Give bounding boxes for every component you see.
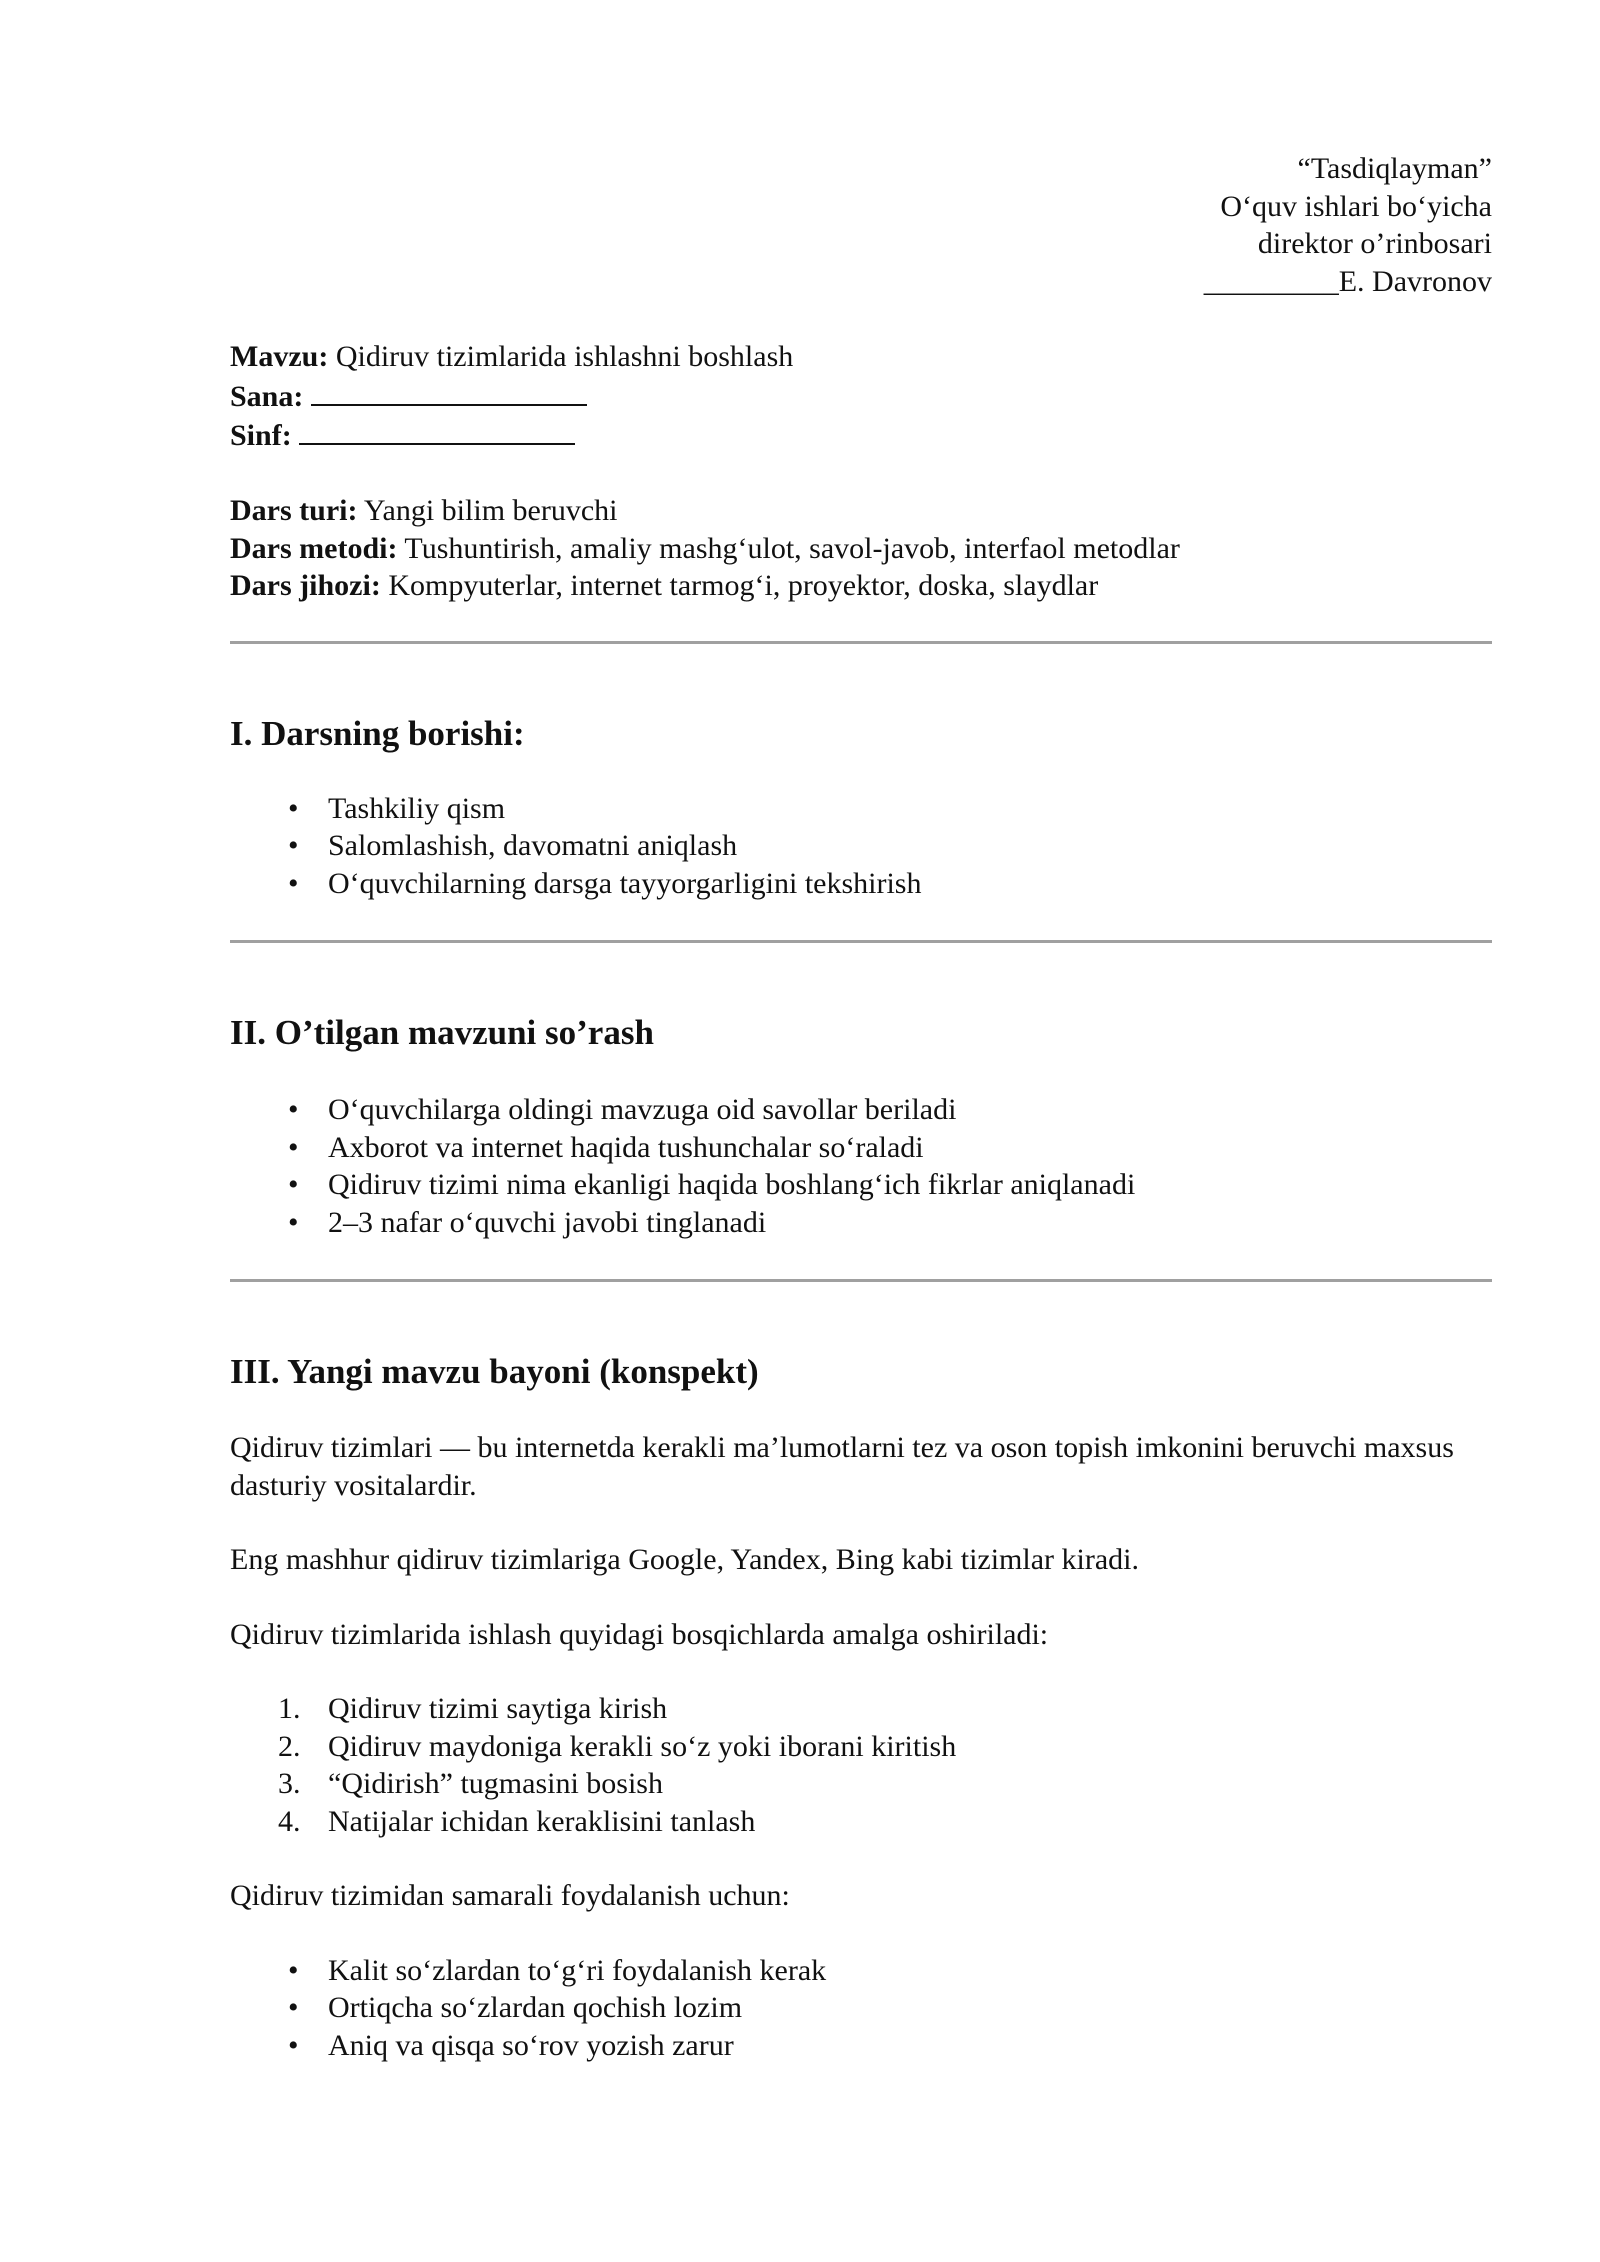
section1-heading: I. Darsning borishi: — [230, 713, 525, 753]
document-page — [230, 150, 1492, 2064]
section1-list — [230, 790, 1492, 903]
mavzu-value: Qidiruv tizimlarida ishlashni boshlash — [328, 340, 794, 373]
list-item: • Qidiruv tizimi nima ekanligi haqida boshlang‘ich fikrlar aniqlanadi — [230, 1166, 1492, 1204]
approver-name: E. Davronov — [1338, 264, 1492, 298]
divider-2 — [230, 940, 1492, 943]
sana-label: Sana: — [230, 379, 304, 413]
section3-paragraph-4: Qidiruv tizimidan samarali foydalanish uchun: — [230, 1879, 790, 1912]
divider-1 — [230, 641, 1492, 644]
dars-jihozi-label: Dars jihozi: — [230, 569, 381, 602]
lesson-meta — [230, 338, 1492, 605]
list-item: • Kalit so‘zlardan to‘g‘ri foydalanish kerak — [230, 1952, 1492, 1990]
bullet-icon: • — [288, 2028, 299, 2062]
bullet-icon: • — [288, 1953, 299, 1987]
bullet-icon: • — [288, 1205, 299, 1239]
tips-list — [230, 1952, 1492, 2065]
signature-blank: _________ — [1203, 264, 1339, 298]
sinf-blank — [299, 415, 575, 445]
dars-turi-row — [230, 492, 1492, 530]
mavzu-label: Mavzu: — [230, 340, 329, 373]
sana-row — [230, 376, 1492, 416]
approval-title: “Tasdiqlayman” — [1297, 152, 1492, 185]
step-number: 1. — [278, 1692, 301, 1725]
section3-paragraph-3: Qidiruv tizimlarida ishlash quyidagi bosqichlarda amalga oshiriladi: — [230, 1617, 1049, 1651]
list-item: • Aniq va qisqa so‘rov yozish zarur — [230, 2027, 1492, 2065]
bullet-icon: • — [288, 1991, 299, 2024]
approval-role-line2: direktor o’rinbosari — [1257, 227, 1492, 260]
step-number: 2. — [278, 1729, 301, 1763]
step-number: 4. — [278, 1804, 301, 1838]
dars-metodi-label: Dars metodi: — [230, 531, 398, 565]
list-item: 3. “Qidirish” tugmasini bosish — [230, 1765, 1492, 1803]
step-number: 3. — [278, 1767, 301, 1800]
bullet-icon: • — [288, 1130, 299, 1164]
bullet-icon: • — [288, 829, 299, 862]
list-item: • O‘quvchilarning darsga tayyorgarligini tekshirish — [230, 865, 1492, 903]
list-item: • Ortiqcha so‘zlardan qochish lozim — [230, 1989, 1492, 2027]
steps-list — [230, 1690, 1492, 1840]
section3-paragraph-2: Eng mashhur qidiruv tizimlariga Google, Yandex, Bing kabi tizimlar kiradi. — [230, 1543, 1140, 1576]
bullet-icon: • — [288, 1093, 299, 1126]
dars-jihozi-value: Kompyuterlar, internet tarmog‘i, proyektor, doska, slaydlar — [380, 569, 1099, 602]
section2-heading: II. O’tilgan mavzuni so’rash — [230, 1013, 654, 1052]
list-item: • Axborot va internet haqida tushunchalar so‘raladi — [230, 1129, 1492, 1167]
list-item: • Tashkiliy qism — [230, 790, 1492, 828]
sinf-label: Sinf: — [230, 419, 292, 452]
bullet-icon: • — [288, 791, 299, 825]
divider-3 — [230, 1279, 1492, 1282]
section2-list — [230, 1091, 1492, 1241]
approval-role-line1: O‘quv ishlari bo‘yicha — [1220, 189, 1492, 223]
section3-heading: III. Yangi mavzu bayoni (konspekt) — [230, 1352, 759, 1391]
dars-turi-label: Dars turi: — [230, 494, 358, 527]
list-item: 4. Natijalar ichidan keraklisini tanlash — [230, 1803, 1492, 1841]
list-item: • 2–3 nafar o‘quvchi javobi tinglanadi — [230, 1204, 1492, 1242]
dars-jihozi-row — [230, 567, 1492, 605]
bullet-icon: • — [288, 1168, 299, 1201]
sana-blank — [311, 376, 587, 406]
bullet-icon: • — [288, 866, 299, 900]
dars-turi-value: Yangi bilim beruvchi — [357, 494, 618, 527]
sinf-row — [230, 415, 1492, 455]
list-item: 1. Qidiruv tizimi saytiga kirish — [230, 1690, 1492, 1728]
dars-metodi-value: Tushuntirish, amaliy mashg‘ulot, savol-javob, interfaol metodlar — [397, 531, 1180, 565]
approval-signature-line — [230, 263, 1492, 301]
approval-block — [230, 150, 1492, 300]
dars-metodi-row — [230, 530, 1492, 568]
list-item: 2. Qidiruv maydoniga kerakli so‘z yoki iborani kiritish — [230, 1728, 1492, 1766]
section3-paragraph-1: Qidiruv tizimlari — bu internetda kerakli ma’lumotlarni tez va oson topish imkonini beruvchi maxsus dasturiy vositalardir. — [230, 1431, 1454, 1502]
mavzu-row — [230, 338, 1492, 376]
list-item: • O‘quvchilarga oldingi mavzuga oid savollar beriladi — [230, 1091, 1492, 1129]
list-item: • Salomlashish, davomatni aniqlash — [230, 827, 1492, 865]
